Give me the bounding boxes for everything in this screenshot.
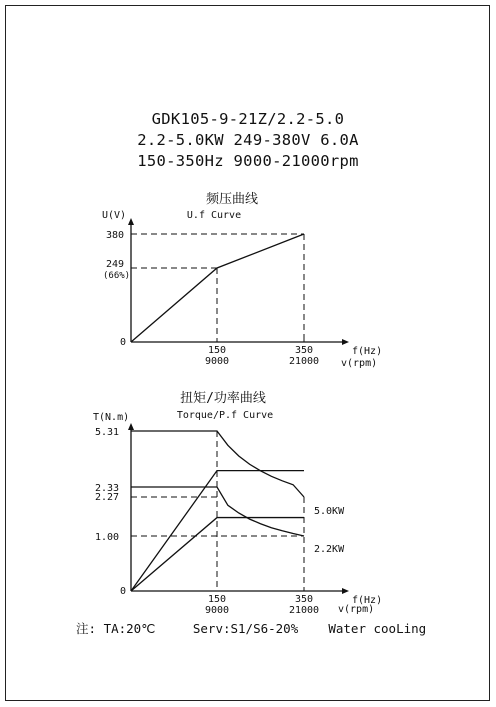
chart1-y-tick-249: 249	[106, 259, 125, 270]
chart2-x-tick-350: 350	[294, 594, 314, 605]
chart1-y-tick-249-pct: (66%)	[103, 271, 131, 281]
chart1-x-arrow	[342, 339, 349, 345]
footer-note	[76, 619, 426, 637]
cooling-type: Water cooLing	[328, 621, 427, 636]
chart2-xlabel: f(Hz)	[352, 595, 383, 606]
chart2-y-tick-1.00: 1.00	[95, 532, 120, 543]
chart2-rpm-tick-21000: 21000	[288, 605, 320, 616]
model-title: GDK105-9-21Z/2.2-5.0	[151, 110, 345, 128]
chart2-y-tick-2.27: 2.27	[95, 492, 120, 503]
chart2-y-tick-5.31: 5.31	[95, 427, 120, 438]
chart1-rpm-tick-9000: 9000	[204, 356, 230, 367]
chart2-subtitle: Torque/P.f Curve	[176, 410, 274, 421]
chart1-x-tick-350: 350	[294, 345, 314, 356]
chart2-label-2-2kw: 2.2KW	[314, 544, 345, 555]
chart1-ylabel: U(V)	[102, 210, 127, 221]
chart1-xlabel: f(Hz)	[352, 346, 383, 357]
chart1-subtitle: U.f Curve	[186, 210, 242, 221]
chart2-title: 扭矩/功率曲线	[180, 391, 266, 406]
chart1-y-tick-380: 380	[106, 230, 125, 241]
chart2-x-arrow	[342, 588, 349, 594]
ambient-temp: TA:20℃	[103, 621, 156, 636]
service-duty: Serv:S1/S6-20%	[192, 621, 299, 636]
chart2-rpm-tick-9000: 9000	[204, 605, 230, 616]
chart2-ylabel: T(N.m)	[93, 412, 130, 423]
chart2-xlabel2: v(rpm)	[338, 604, 375, 615]
chart1-origin: 0	[120, 337, 127, 348]
chart2-origin: 0	[120, 586, 127, 597]
ratings-line: 2.2-5.0KW 249-380V 6.0A	[137, 131, 359, 149]
chart1-rpm-tick-21000: 21000	[288, 356, 320, 367]
chart1-y-arrow	[128, 218, 134, 225]
chart2-x-tick-150: 150	[207, 594, 227, 605]
note-label: 注:	[76, 621, 97, 636]
speed-line: 150-350Hz 9000-21000rpm	[137, 152, 359, 170]
chart1-xlabel2: v(rpm)	[341, 358, 378, 369]
chart2-label-5kw: 5.0KW	[314, 506, 345, 517]
chart2-y-tick-2.33: 2.33	[95, 483, 120, 494]
chart1-title: 频压曲线	[205, 192, 259, 207]
chart1-x-tick-150: 150	[207, 345, 227, 356]
chart2-y-arrow	[128, 423, 134, 430]
